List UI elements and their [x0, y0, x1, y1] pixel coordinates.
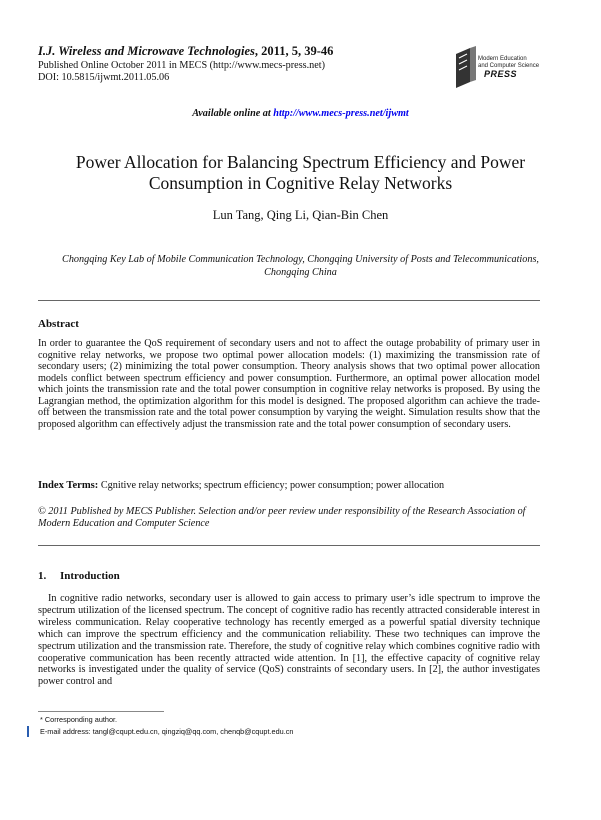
journal-volume: , 2011, 5, 39-46 — [254, 44, 334, 58]
section-heading — [38, 570, 120, 582]
journal-url-link[interactable]: http://www.mecs-press.net/ijwmt — [273, 108, 409, 119]
divider-top — [38, 300, 540, 301]
index-terms-text: Cgnitive relay networks; spectrum efficiency; power consumption; power allocation — [98, 480, 445, 491]
logo-caption — [478, 56, 539, 69]
published-online: Published Online October 2011 in MECS (http://www.mecs-press.net) — [38, 60, 326, 71]
authors: Lun Tang, Qing Li, Qian-Bin Chen — [212, 208, 389, 222]
logo-press: PRESS — [484, 69, 518, 79]
footnote-rule — [38, 711, 164, 712]
doi: DOI: 10.5815/ijwmt.2011.05.06 — [38, 72, 170, 83]
journal-name: I.J. Wireless and Microwave Technologies — [38, 44, 255, 58]
divider-bottom — [38, 545, 540, 546]
email-addresses: E-mail address: tangl@cqupt.edu.cn, qingziq@qq.com, chenqb@cqupt.edu.cn — [40, 727, 294, 736]
introduction-body: In cognitive radio networks, secondary user is allowed to gain access to primary user’s idle spectrum to improve the spectrum utilization of the licensed spectrum. The concept of cognitive radio has recently attracted considerable interest in wireless communication. Relay cooperative technology has recently emerged as a powerful spatial diversity technique which can improve the spectrum efficiency and the communication reliability. These two techniques can improve the spectrum utilization and the transmission rate. Therefore, the study of cognitive relay which combines cognitive radio with cooperative communication has been recently attracted wide attention. In [1], the effective capacity of cognitive relay networks is investigated under the quality of service (QoS) constraints of secondary users. In [2], the author investigates power control and — [38, 593, 540, 688]
section-number: 1. — [38, 570, 47, 582]
abstract-body: In order to guarantee the QoS requirement of secondary users and not to affect the outage probability of primary user in cognitive relay networks, we propose two optimal power allocation models: (1) maximizing the transmission rate of secondary users; (2) minimizing the total power consumption. Theory analysis shows that two optimal power allocation models conflict between spectrum efficiency and power consumption. Furthermore, an optimal power allocation model which joints the transmission rate and the total power consumption in cognitive relay networks is proposed. By using the Lagrangian method, the optimization algorithm for this model is designed. The proposed algorithm can achieve the trade-off between the transmission rate and the total power consumption by varying the weight. Simulation results show that the proposed algorithm can effectively adjust the transmission rate and the total power consumption of secondary users. — [38, 338, 540, 430]
copyright-notice: © 2011 Published by MECS Publisher. Selection and/or peer review under responsibility of the Research Association of Modern Education and Computer Science — [38, 506, 526, 529]
index-terms — [38, 480, 540, 491]
change-bar — [27, 726, 29, 737]
affiliation: Chongqing Key Lab of Mobile Communication Technology, Chongqing University of Posts and Telecommunications, Chongqing China — [62, 254, 539, 278]
index-terms-label: Index Terms: — [38, 480, 99, 491]
paper-title: Power Allocation for Balancing Spectrum Efficiency and Power Consumption in Cognitive Relay Networks — [75, 152, 526, 193]
available-prefix: Available online at — [192, 108, 274, 119]
logo-line-1: Modern Education — [478, 56, 527, 62]
corresponding-author-note: * Corresponding author. — [40, 715, 118, 724]
journal-header — [38, 44, 333, 59]
logo-line-2: and Computer Science — [478, 62, 540, 69]
available-online — [0, 108, 601, 119]
section-title: Introduction — [60, 570, 120, 582]
abstract-heading: Abstract — [38, 318, 79, 330]
